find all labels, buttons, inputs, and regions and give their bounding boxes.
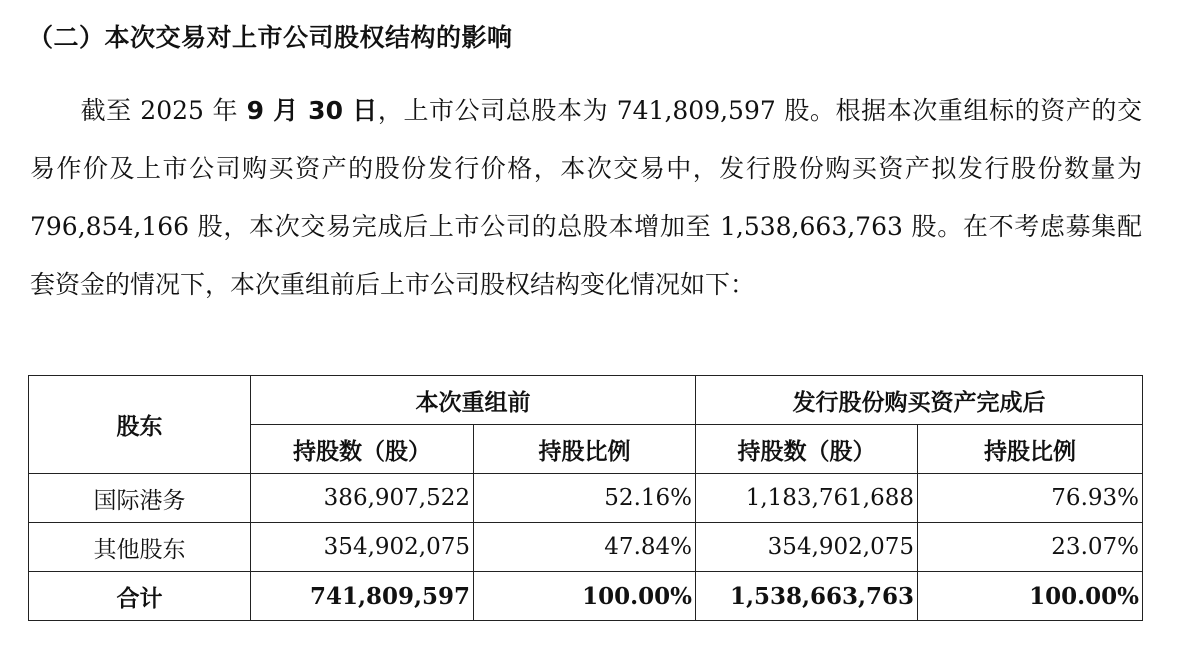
row-shareholder-name: 其他股东: [29, 523, 251, 572]
row-before-ratio: 47.84%: [474, 523, 696, 572]
header-before-shares: 持股数（股）: [251, 425, 474, 474]
total-after-ratio: 100.00%: [918, 572, 1143, 621]
header-shareholder: 股东: [29, 376, 251, 474]
header-before-ratio: 持股比例: [474, 425, 696, 474]
row-after-shares: 1,183,761,688: [696, 474, 918, 523]
row-before-shares: 354,902,075: [251, 523, 474, 572]
header-after-shares: 持股数（股）: [696, 425, 918, 474]
row-before-ratio: 52.16%: [474, 474, 696, 523]
row-before-shares: 386,907,522: [251, 474, 474, 523]
total-after-shares: 1,538,663,763: [696, 572, 918, 621]
paragraph-text-1: 截至 2025 年: [80, 96, 247, 125]
total-before-ratio: 100.00%: [474, 572, 696, 621]
paragraph-date: 9 月 30 日: [246, 96, 378, 125]
body-paragraph: [30, 82, 1142, 314]
table-row: [29, 523, 1143, 572]
row-shareholder-name: 国际港务: [29, 474, 251, 523]
header-after-ratio: 持股比例: [918, 425, 1143, 474]
row-after-ratio: 76.93%: [918, 474, 1143, 523]
section-heading: （二）本次交易对上市公司股权结构的影响: [28, 23, 513, 52]
header-after: 发行股份购买资产完成后: [696, 376, 1143, 425]
total-before-shares: 741,809,597: [251, 572, 474, 621]
table-total-row: [29, 572, 1143, 621]
row-after-ratio: 23.07%: [918, 523, 1143, 572]
table-row: [29, 474, 1143, 523]
header-before: 本次重组前: [251, 376, 696, 425]
paragraph-text-2: ，上市公司总股本为 741,809,597 股。根据本次重组标的资产的交易作价及上市公司购买资产的股份发行价格，本次交易中，发行股份购买资产拟发行股份数量为 796,854,166 股，本次交易完成后上市公司的总股本增加至 1,538,663,763 股。在不考虑募集配套资金的情况下，本次重组前后上市公司股权结构变化情况如下：: [30, 96, 1143, 299]
row-after-shares: 354,902,075: [696, 523, 918, 572]
total-label: 合计: [29, 572, 251, 621]
shareholding-table: [28, 375, 1143, 621]
